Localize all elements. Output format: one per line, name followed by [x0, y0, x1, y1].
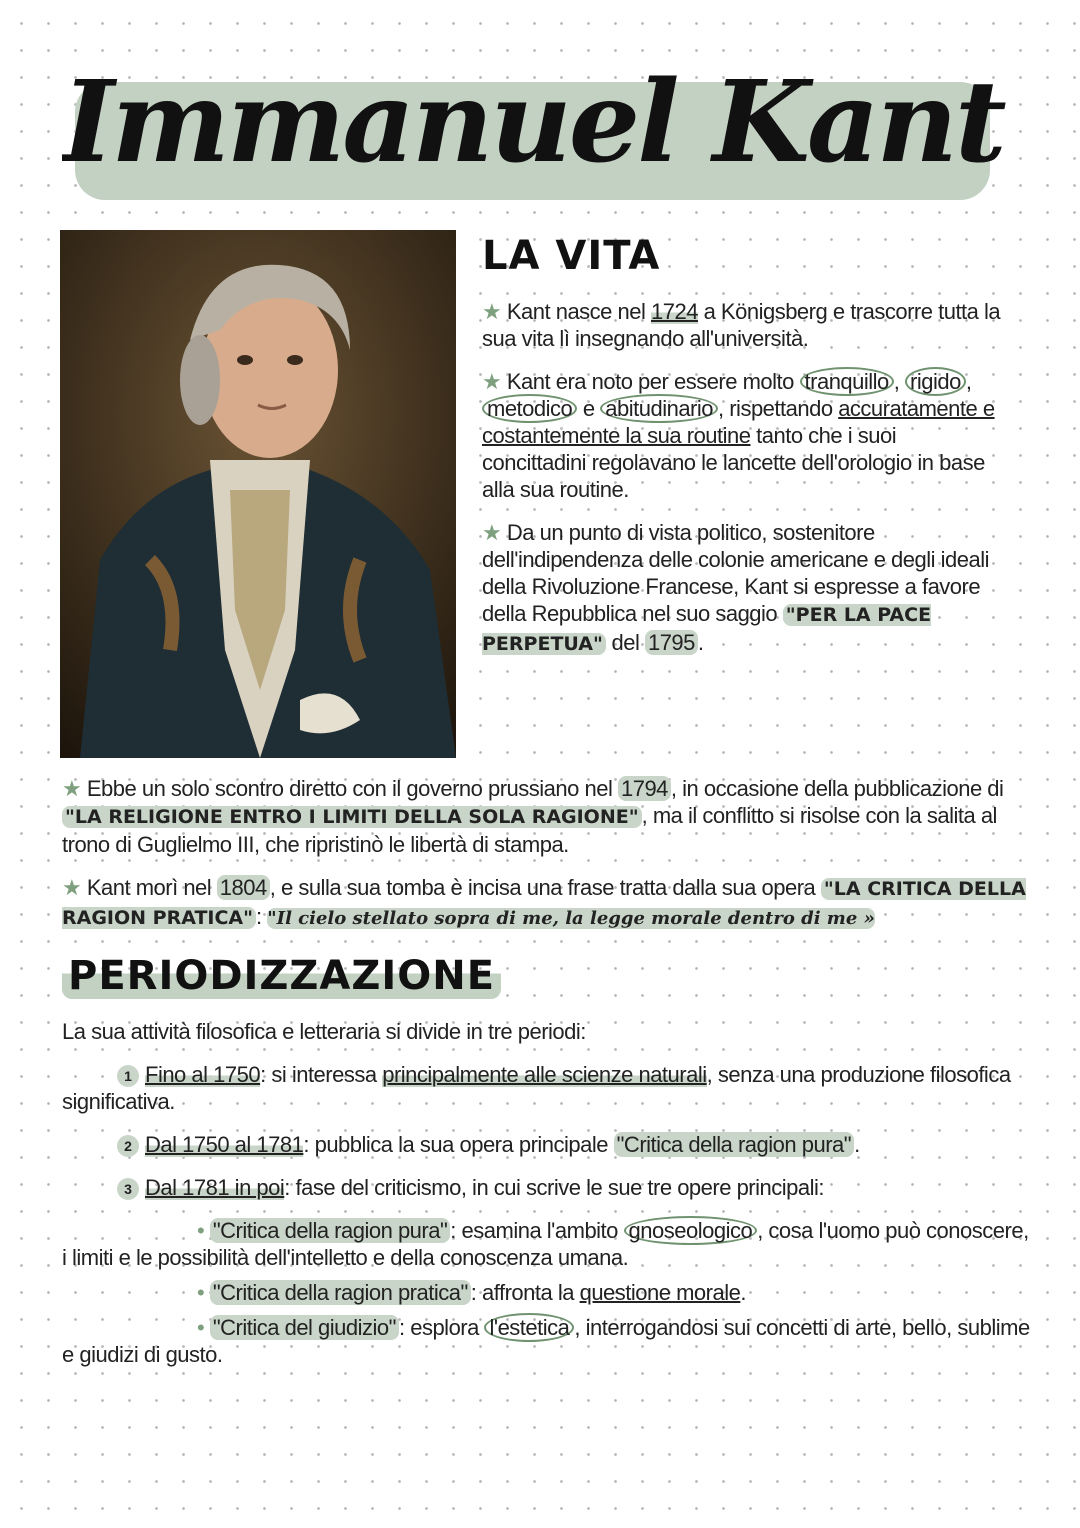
period-item: [62, 1131, 1037, 1158]
vita-paragraph: [482, 298, 1002, 352]
text: ,: [965, 369, 972, 394]
period-item: [62, 1061, 1037, 1115]
text: a Königsberg e trascorre tutta la sua vita lì insegnando all'università.: [482, 299, 1001, 351]
text: Kant nasce nel: [506, 299, 652, 324]
number-badge: 1: [117, 1065, 139, 1087]
work-bullet: [62, 1217, 1037, 1271]
periods-intro: [62, 1018, 1037, 1045]
text: :: [256, 904, 268, 929]
text: Kant morì nel: [86, 875, 217, 900]
highlighted-text: 1794: [618, 776, 671, 801]
star-icon: ★: [482, 299, 507, 324]
vita-section: [482, 228, 1002, 674]
text: , in occasione della pubblicazione di: [670, 776, 1004, 801]
bullet-icon: •: [197, 1218, 210, 1243]
text: e: [577, 396, 601, 421]
highlighted-text: 1804: [217, 875, 270, 900]
period-item: [62, 1174, 1037, 1201]
text: Ebbe un solo scontro diretto con il governo prussiano nel: [86, 776, 618, 801]
text: , e sulla sua tomba è incisa una frase tratta dalla sua opera: [269, 875, 821, 900]
highlighted-text: Dal 1781 in poi: [145, 1175, 285, 1200]
text: del: [605, 630, 645, 655]
highlighted-text: "Critica della ragion pratica": [210, 1280, 471, 1305]
underlined-text: accuratamente e costantemente la sua routine: [482, 396, 995, 448]
bullet-icon: •: [197, 1315, 210, 1340]
text: tanto che i suoi concittadini regolavano le lancette dell'orologio in base alla sua routine.: [482, 423, 985, 502]
text: .: [740, 1280, 746, 1305]
work-title: "LA CRITICA DELLA RAGION PRATICA": [62, 878, 1026, 929]
star-icon: ★: [62, 776, 87, 801]
highlighted-text: Fino al 1750: [145, 1062, 261, 1087]
works-list: [62, 1217, 1037, 1368]
star-icon: ★: [62, 875, 87, 900]
quote-text: "Il cielo stellato sopra di me, la legge morale dentro di me »: [267, 908, 875, 929]
text: , interrogandosi sui concetti di arte, bello, sublime e giudizi di gusto.: [62, 1315, 1030, 1367]
number-badge: 3: [117, 1178, 139, 1200]
circled-text: abitudinario: [600, 394, 718, 423]
underlined-text: questione morale: [579, 1280, 741, 1305]
work-title: "LA RELIGIONE ENTRO I LIMITI DELLA SOLA RAGIONE": [62, 806, 642, 828]
section-heading-la-vita: LA VITA: [482, 233, 661, 279]
circled-text: rigido: [905, 367, 966, 396]
highlighted-text: Dal 1750 al 1781: [145, 1132, 304, 1157]
text: : esamina l'ambito: [450, 1218, 624, 1243]
circled-text: gnoseologico: [624, 1216, 758, 1245]
circled-text: l'estetica: [484, 1313, 574, 1342]
text: , ma il conflitto si risolse con la salita al trono di Guglielmo III, che ripristinò le libertà di stampa.: [62, 803, 997, 857]
text: : affronta la: [470, 1280, 580, 1305]
circled-text: metodico: [482, 394, 577, 423]
text: ,: [893, 369, 906, 394]
section-heading-periodizzazione: [62, 948, 1037, 1004]
work-bullet: [62, 1314, 1037, 1368]
star-icon: ★: [482, 520, 507, 545]
work-title: "PER LA PACE PERPETUA": [482, 604, 932, 655]
text: .: [697, 630, 704, 655]
text: : fase del criticismo, in cui scrive le sue tre opere principali:: [284, 1175, 825, 1200]
number-badge: 2: [117, 1135, 139, 1157]
highlighted-text: 1795: [645, 630, 698, 655]
vita-paragraph: [62, 775, 1037, 858]
text: , rispettando: [718, 396, 839, 421]
highlighted-text: "Critica della ragion pura": [210, 1218, 450, 1243]
text: : esplora: [398, 1315, 485, 1340]
highlighted-text: 1724: [651, 299, 698, 324]
page-title: Immanuel Kant: [62, 57, 1004, 188]
text: : si interessa: [260, 1062, 383, 1087]
circled-text: tranquillo: [800, 367, 894, 396]
lower-section: [62, 775, 1037, 1376]
work-bullet: [62, 1279, 1037, 1306]
highlighted-text: "Critica del giudizio": [210, 1315, 399, 1340]
kant-portrait: [60, 230, 456, 758]
text: Da un punto di vista politico, sostenitore dell'indipendenza delle colonie americane e degli ideali della Rivoluzione Francese, Kant si espresse a favore della Repubblica nel suo saggio: [482, 520, 990, 626]
text: .: [854, 1132, 860, 1157]
vita-paragraph: [482, 368, 1002, 503]
text: : pubblica la sua opera principale: [303, 1132, 614, 1157]
text: La sua attività filosofica e letteraria si divide in tre periodi:: [62, 1019, 586, 1044]
heading-text: PERIODIZZAZIONE: [62, 953, 501, 999]
highlighted-text: principalmente alle scienze naturali: [382, 1062, 707, 1087]
text: , cosa l'uomo può conoscere, i limiti e le possibilità dell'intelletto e della conoscenza umana.: [62, 1218, 1029, 1270]
vita-paragraph: [62, 874, 1037, 932]
text: , senza una produzione filosofica significativa.: [62, 1062, 1011, 1114]
text: Kant era noto per essere molto: [506, 369, 800, 394]
bullet-icon: •: [197, 1280, 210, 1305]
highlighted-text: "Critica della ragion pura": [614, 1132, 854, 1157]
vita-paragraph: [482, 519, 1002, 658]
star-icon: ★: [482, 369, 507, 394]
